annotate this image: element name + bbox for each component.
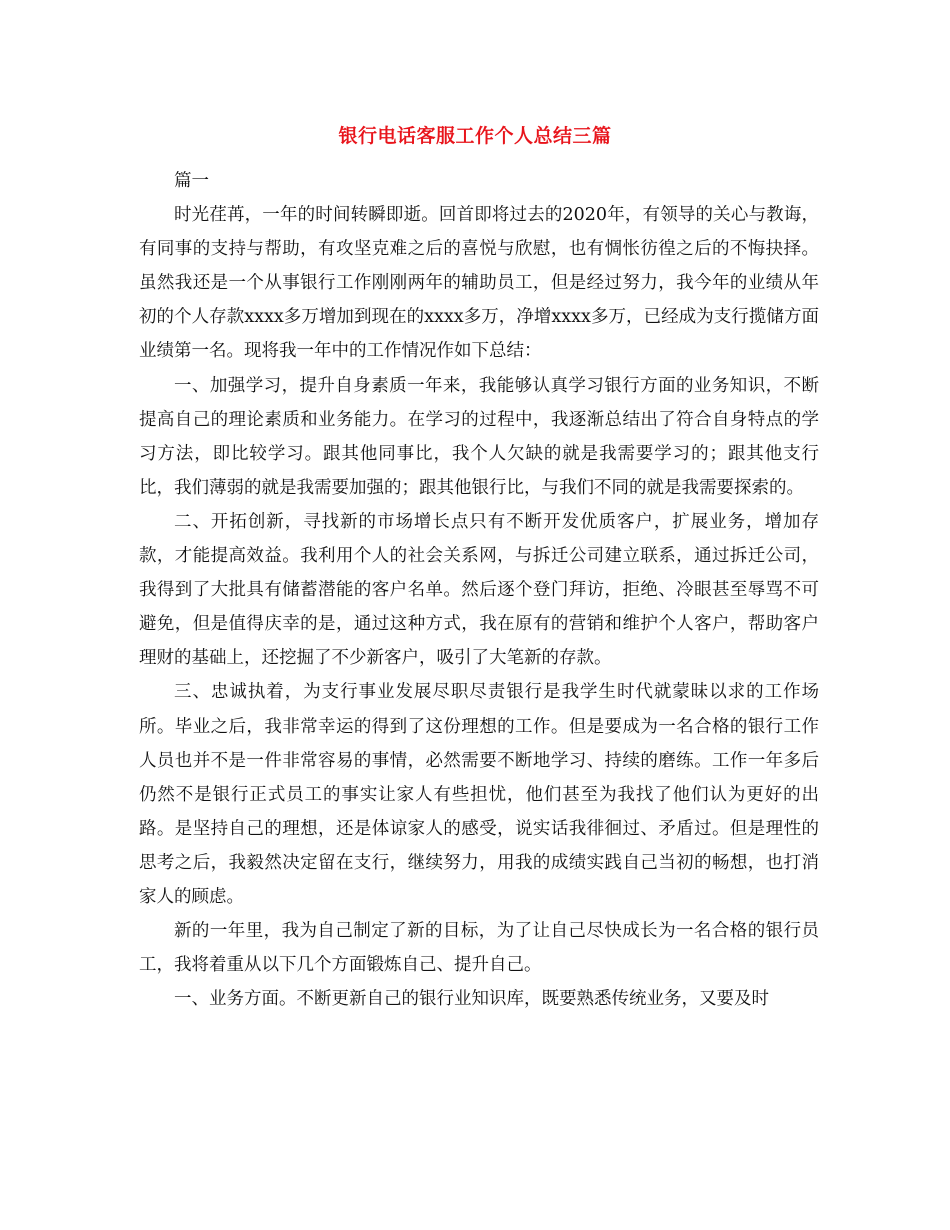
document-body [139,164,819,1016]
paragraph-business: 一、业务方面。不断更新自己的银行业知识库，既要熟悉传统业务，又要及时 [174,989,769,1010]
paragraph-intro: 时光荏苒，一年的时间转瞬即逝。回首即将过去的2020年，有领导的关心与教诲，有同事的支持与帮助，有攻坚克难之后的喜悦与欣慰，也有惆怅彷徨之后的不悔抉择。虽然我还是一个从事银行工作刚刚两年的辅助员工，但是经过努力，我今年的业绩从年初的个人存款xxxx多万增加到现在的xxxx多万，净增xxxx多万，已经成为支行揽储方面业绩第一名。现将我一年中的工作情况作如下总结： [139,205,819,362]
paragraph-new-year: 新的一年里，我为自己制定了新的目标，为了让自己尽快成长为一名合格的银行员工，我将着重从以下几个方面锻炼自己、提升自己。 [139,921,819,976]
paragraph-point-3: 三、忠诚执着，为支行事业发展尽职尽责银行是我学生时代就蒙昧以求的工作场所。毕业之后，我非常幸运的得到了这份理想的工作。但是要成为一名合格的银行工作人员也并不是一件非常容易的事情，必然需要不断地学习、持续的磨练。工作一年多后仍然不是银行正式员工的事实让家人有些担忧，他们甚至为我找了他们认为更好的出路。是坚持自己的理想，还是体谅家人的感受，说实话我徘徊过、矛盾过。但是理性的思考之后，我毅然决定留在支行，继续努力，用我的成绩实践自己当初的畅想，也打消家人的顾虑。 [139,682,819,907]
paragraph-point-2: 二、开拓创新，寻找新的市场增长点只有不断开发优质客户，扩展业务，增加存款，才能提高效益。我利用个人的社会关系网，与拆迁公司建立联系，通过拆迁公司，我得到了大批具有储蓄潜能的客户名单。然后逐个登门拜访，拒绝、冷眼甚至辱骂不可避免，但是值得庆幸的是，通过这种方式，我在原有的营销和维护个人客户，帮助客户理财的基础上，还挖掘了不少新客户，吸引了大笔新的存款。 [139,511,819,669]
document-title: 银行电话客服工作个人总结三篇 [338,125,612,147]
paragraph-point-1: 一、加强学习，提升自身素质一年来，我能够认真学习银行方面的业务知识，不断提高自己的理论素质和业务能力。在学习的过程中，我逐渐总结出了符合自身特点的学习方法，即比较学习。跟其他同事比，我个人欠缺的就是我需要学习的；跟其他支行比，我们薄弱的就是我需要加强的；跟其他银行比，与我们不同的就是我需要探索的。 [139,375,819,498]
section-heading: 篇一 [174,171,209,191]
